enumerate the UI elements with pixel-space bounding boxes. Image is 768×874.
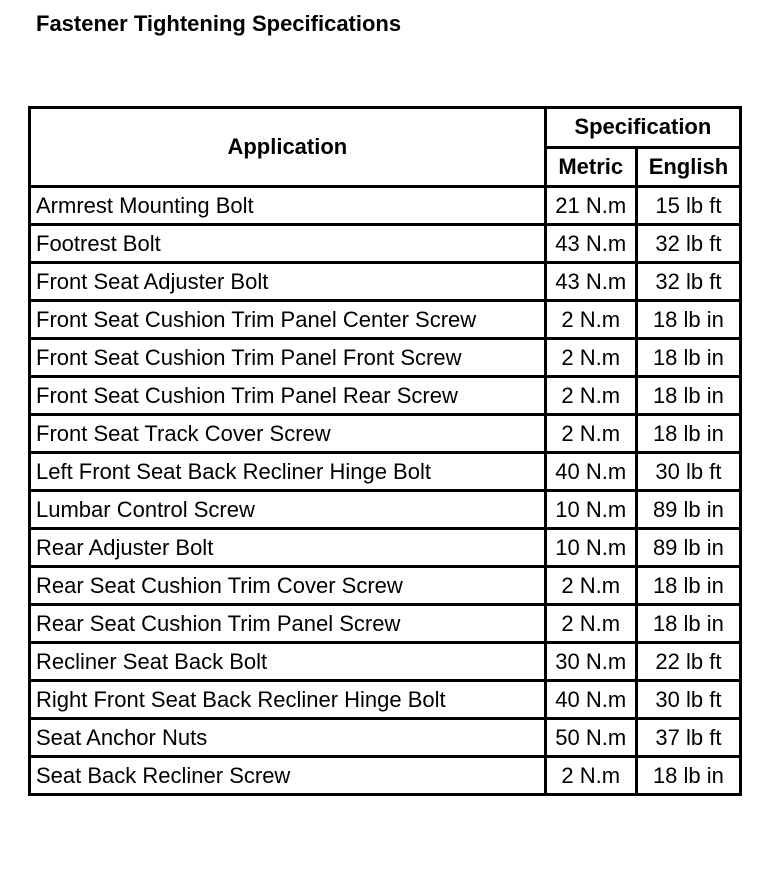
cell-english: 89 lb in	[636, 491, 740, 529]
header-application: Application	[30, 108, 546, 187]
cell-application: Left Front Seat Back Recliner Hinge Bolt	[30, 453, 546, 491]
table-row	[30, 681, 741, 719]
cell-metric: 2 N.m	[545, 567, 636, 605]
table-row	[30, 491, 741, 529]
cell-application: Seat Anchor Nuts	[30, 719, 546, 757]
table-row	[30, 263, 741, 301]
cell-application: Front Seat Cushion Trim Panel Center Screw	[30, 301, 546, 339]
table-row	[30, 415, 741, 453]
cell-application: Lumbar Control Screw	[30, 491, 546, 529]
cell-application: Recliner Seat Back Bolt	[30, 643, 546, 681]
cell-metric: 21 N.m	[545, 187, 636, 225]
cell-english: 89 lb in	[636, 529, 740, 567]
cell-metric: 43 N.m	[545, 263, 636, 301]
table-row	[30, 643, 741, 681]
cell-metric: 2 N.m	[545, 301, 636, 339]
cell-application: Front Seat Track Cover Screw	[30, 415, 546, 453]
table-row	[30, 225, 741, 263]
cell-application: Front Seat Cushion Trim Panel Rear Screw	[30, 377, 546, 415]
cell-english: 18 lb in	[636, 757, 740, 795]
cell-metric: 2 N.m	[545, 339, 636, 377]
cell-application: Front Seat Cushion Trim Panel Front Screw	[30, 339, 546, 377]
header-metric: Metric	[545, 147, 636, 187]
table-row	[30, 757, 741, 795]
cell-application: Seat Back Recliner Screw	[30, 757, 546, 795]
table-row	[30, 377, 741, 415]
table-row	[30, 605, 741, 643]
table-row	[30, 529, 741, 567]
cell-metric: 2 N.m	[545, 377, 636, 415]
cell-metric: 30 N.m	[545, 643, 636, 681]
cell-metric: 50 N.m	[545, 719, 636, 757]
cell-metric: 2 N.m	[545, 605, 636, 643]
cell-application: Footrest Bolt	[30, 225, 546, 263]
cell-english: 32 lb ft	[636, 225, 740, 263]
cell-metric: 43 N.m	[545, 225, 636, 263]
cell-english: 30 lb ft	[636, 681, 740, 719]
cell-metric: 10 N.m	[545, 491, 636, 529]
cell-english: 18 lb in	[636, 567, 740, 605]
fastener-spec-table	[28, 106, 742, 796]
cell-english: 15 lb ft	[636, 187, 740, 225]
table-row	[30, 453, 741, 491]
table-row	[30, 567, 741, 605]
cell-english: 22 lb ft	[636, 643, 740, 681]
cell-application: Rear Seat Cushion Trim Cover Screw	[30, 567, 546, 605]
cell-english: 32 lb ft	[636, 263, 740, 301]
cell-application: Right Front Seat Back Recliner Hinge Bolt	[30, 681, 546, 719]
table-header	[30, 108, 741, 187]
table-row	[30, 301, 741, 339]
table-row	[30, 719, 741, 757]
cell-english: 18 lb in	[636, 605, 740, 643]
cell-english: 37 lb ft	[636, 719, 740, 757]
cell-application: Front Seat Adjuster Bolt	[30, 263, 546, 301]
cell-application: Rear Adjuster Bolt	[30, 529, 546, 567]
cell-metric: 2 N.m	[545, 415, 636, 453]
cell-english: 18 lb in	[636, 339, 740, 377]
cell-english: 30 lb ft	[636, 453, 740, 491]
cell-metric: 40 N.m	[545, 681, 636, 719]
header-english: English	[636, 147, 740, 187]
page-title: Fastener Tightening Specifications	[36, 11, 402, 36]
table-row	[30, 187, 741, 225]
cell-metric: 2 N.m	[545, 757, 636, 795]
cell-metric: 10 N.m	[545, 529, 636, 567]
table-row	[30, 339, 741, 377]
cell-english: 18 lb in	[636, 415, 740, 453]
cell-application: Rear Seat Cushion Trim Panel Screw	[30, 605, 546, 643]
header-specification: Specification	[545, 108, 740, 148]
cell-application: Armrest Mounting Bolt	[30, 187, 546, 225]
cell-english: 18 lb in	[636, 377, 740, 415]
cell-english: 18 lb in	[636, 301, 740, 339]
cell-metric: 40 N.m	[545, 453, 636, 491]
table-body	[30, 187, 741, 795]
